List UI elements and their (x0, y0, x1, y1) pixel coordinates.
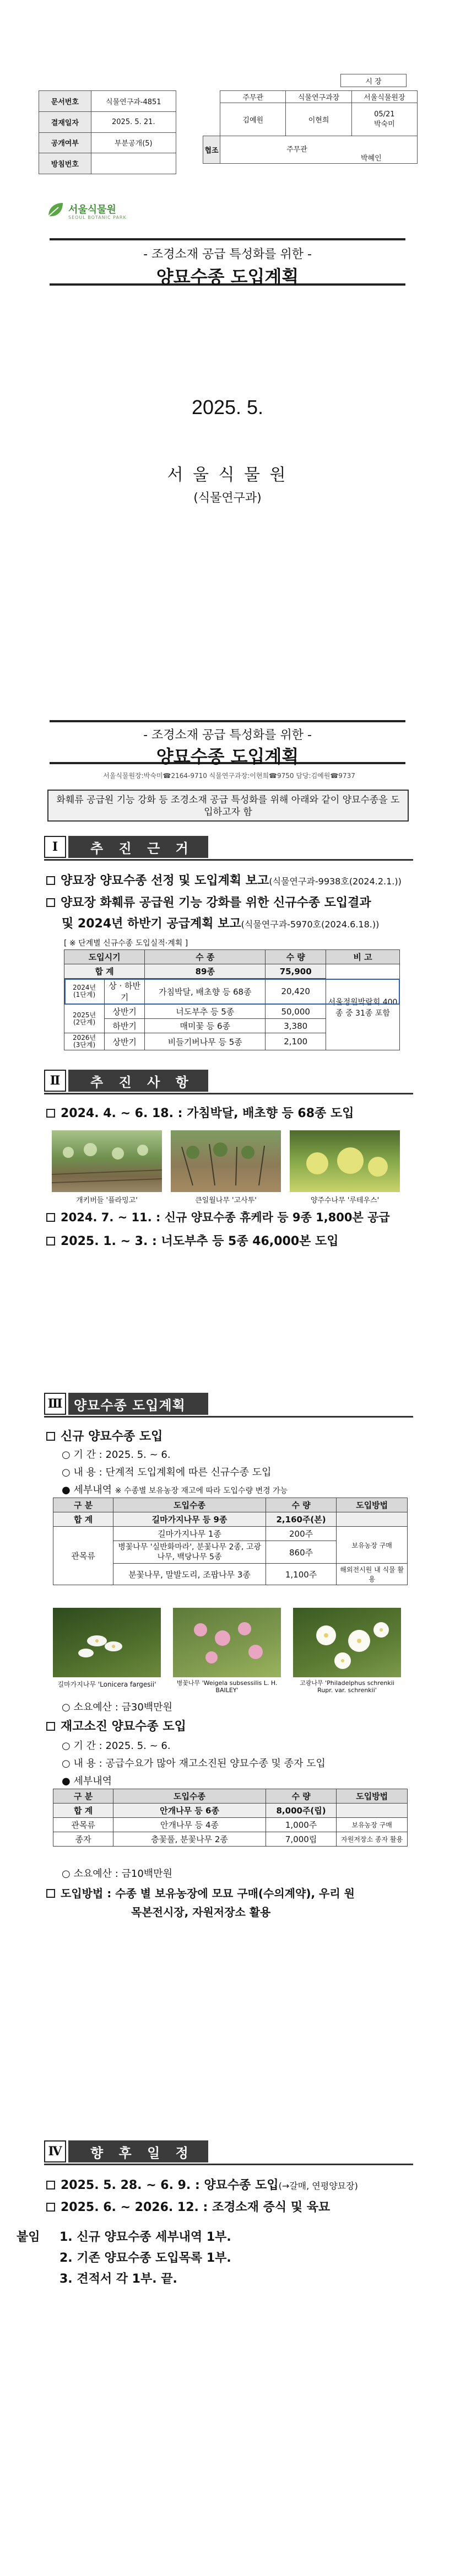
policy-number-value (91, 153, 176, 174)
total-species: 89종 (145, 964, 266, 979)
plan-stock-title: 재고소진 양묘수종 도입 (46, 1717, 186, 1734)
plan-method-cont: 목본전시장, 자원저장소 활용 (131, 1906, 271, 1919)
basis-table-caption: [ ※ 단계별 신규수종 도입실적·계획 ] (64, 939, 188, 948)
plan-table-1: 구 분 도입수종 수 량 도입방법 합 계 길마가지나무 등 9종 2,160주(본) 관목류 길마가지나무 1종 200주 보유농장 구매 병꽃나무 '실반화마라', 분꽃나무 2종, 고광나무, 백당나무 5종 860주 분꽃나무, 말발도리, 조팝나무 3종 1,100주 해외전시원 내 식물 활용 (53, 1498, 408, 1585)
disclosure-label: 공개여부 (39, 132, 91, 153)
progress-item-2: 2024. 7. ~ 11. : 신규 양묘수종 휴케라 등 9종 1,800본 공급 (46, 1209, 390, 1225)
basis-item-2-cont: 및 2024년 하반기 공급계획 보고(식물연구과-5970호(2024.6.18.)) (62, 917, 380, 931)
logo-sub: SEOUL BOTANIC PARK (68, 215, 127, 220)
plan-period-2: ○ 기 간 : 2025. 5. ~ 6. (62, 1740, 171, 1752)
square-bullet-icon (46, 1237, 55, 1246)
basis-item-1: 양묘장 양묘수종 선정 및 도입계획 보고(식물연구과-9938호(2024.2.1.)) (46, 871, 402, 888)
col-qty: 수 량 (266, 950, 326, 964)
section-3-number: Ⅲ (44, 1393, 66, 1415)
coop-label: 협조 (203, 136, 220, 164)
section-4-title: 향 후 일 정 (68, 2140, 208, 2162)
signer-section-chief: 이현희 (286, 103, 351, 136)
body-title-box (50, 720, 405, 767)
section-3-rule (44, 1416, 413, 1418)
signer-director-name: 박숙미 (374, 120, 395, 128)
approval-left-table (39, 90, 176, 174)
photo-lonicera (53, 1608, 161, 1677)
doc-number-value: 식물연구과-4851 (91, 91, 176, 112)
plan-detail: ● 세부내역 ※ 수종별 보유농장 재고에 따라 도입수량 변경 가능 (62, 1484, 288, 1496)
table-row: 2026년 (3단계) 상반기 비들기버나무 등 5종 2,100 (64, 1033, 400, 1050)
photo-weigela (173, 1608, 281, 1677)
basis-item-2: 양묘장 화훼류 공급원 기능 강화를 위한 신규수종 도입결과 (46, 893, 371, 910)
photo-yellow-shrub (290, 1130, 400, 1192)
attachment-label: 붙임 (17, 2230, 40, 2244)
cover-title-box (50, 238, 405, 286)
total-label: 합 계 (64, 964, 145, 979)
plan-table-2: 구 분 도입수종 수 량 도입방법 합 계 안개나무 등 6종 8,000주(립) 관목류 안개나무 등 4종 1,000주 보유농장 구매 종자 층꽃풀, 분꽃나무 2종 7,000립 자원저장소 종자 활용 (53, 1789, 408, 1847)
photo-caption-2: 큰일월나무 '고사투' (195, 1196, 257, 1205)
cover-dept: (식물연구과) (193, 491, 262, 505)
section-2-number: Ⅱ (44, 1070, 66, 1092)
signer-director-date: 05/21 (374, 110, 395, 119)
plan-content-2: ○ 내 용 : 공급수요가 많아 재고소진된 양묘수종 및 종자 도입 (62, 1758, 326, 1769)
doc-number-label: 문서번호 (39, 91, 91, 112)
body-title: 양묘수종 도입계획 (156, 746, 299, 767)
table-row: 병꽃나무 '실반화마라', 분꽃나무 2종, 고광나무, 백당나무 5종 860주 (53, 1541, 408, 1564)
plan-budget-2: ○ 소요예산 : 금10백만원 (62, 1868, 172, 1880)
attachment-3: 3. 견적서 각 1부. 끝. (59, 2272, 177, 2286)
signer-officer: 김예원 (220, 103, 286, 136)
policy-number-label: 방침번호 (39, 153, 91, 174)
plan-content: ○ 내 용 : 단계적 도입계획에 따른 신규수종 도입 (62, 1467, 272, 1478)
total-qty: 75,900 (266, 964, 326, 979)
progress-item-3: 2025. 1. ~ 3. : 너도부추 등 5종 46,000본 도입 (46, 1232, 339, 1249)
contact-line: 서울식물원장:박숙미☎2164-9710 식물연구과장:이현희☎9750 담당:김예원☎9737 (103, 772, 355, 780)
logo-name: 서울식물원 (68, 204, 116, 216)
schedule-item-2: 2025. 6. ~ 2026. 12. : 조경소재 증식 및 육묘 (46, 2198, 330, 2215)
table-row: 관목류 안개나무 등 4종 1,000주 보유농장 구매 (53, 1818, 408, 1832)
attachment-2: 2. 기존 양묘수종 도입목록 1부. (59, 2251, 231, 2265)
photo-caption-philadelphus: 고광나무 'Philadelphus schrenkii Rupr. var. schrenkii' (300, 1679, 394, 1694)
section-3-title: 양묘수종 도입계획 (68, 1393, 208, 1415)
section-2-title: 추 진 사 항 (68, 1070, 208, 1092)
photo-caption-1: 개키버들 '플라밍고' (76, 1196, 138, 1205)
col-period: 도입시기 (64, 950, 145, 964)
plan-budget-1: ○ 소요예산 : 금30백만원 (62, 1702, 172, 1713)
square-bullet-icon (46, 876, 55, 885)
body-subtitle: - 조경소재 공급 특성화를 위한 - (143, 728, 312, 742)
coop-name: 박혜인 (361, 154, 382, 163)
approval-date-value: 2025. 5. 21. (91, 111, 176, 132)
summary-text: 화훼류 공급원 기능 강화 등 조경소재 공급 특성화를 위해 아래와 같이 양묘수종을 도입하고자 함 (56, 795, 400, 818)
plan-detail-2: ● 세부내역 (62, 1775, 112, 1787)
attachment-1: 1. 신규 양묘수종 세부내역 1부. (59, 2230, 231, 2244)
disclosure-value: 부분공개(5) (91, 132, 176, 153)
photo-brown-tree (171, 1130, 281, 1192)
plan-new-title: 신규 양묘수종 도입 (46, 1427, 162, 1444)
square-bullet-icon (46, 2181, 55, 2189)
plan-period: ○ 기 간 : 2025. 5. ~ 6. (62, 1449, 171, 1461)
section-1-rule (44, 859, 413, 861)
table-row: 2024년 (1단계) 상 · 하반기 가침박달, 배초향 등 68종 20,420 (64, 979, 400, 1005)
section-4-rule (44, 2164, 413, 2165)
cover-org: 서 울 식 물 원 (167, 465, 288, 485)
photo-willow (52, 1130, 162, 1192)
table-row: 관목류 길마가지나무 1종 200주 보유농장 구매 (53, 1527, 408, 1541)
table-row: 분꽃나무, 말발도리, 조팝나무 3종 1,100주 해외전시원 내 식물 활용 (53, 1564, 408, 1585)
section-2-rule (44, 1093, 413, 1094)
role-section-chief: 식물연구과장 (286, 91, 351, 103)
summary-box (47, 790, 409, 822)
col-note: 비 고 (326, 950, 400, 964)
coop-role: 주무관 (286, 145, 307, 154)
basis-table (64, 949, 400, 1050)
square-bullet-icon (46, 2203, 55, 2212)
approval-date-label: 결재일자 (39, 111, 91, 132)
table-note: 서울정원박람회 400종 중 31종 포함 (326, 964, 400, 1050)
cover-subtitle: - 조경소재 공급 특성화를 위한 - (143, 248, 312, 261)
cover-title: 양묘수종 도입계획 (156, 266, 299, 287)
mayor-marker: 시 장 (340, 74, 407, 87)
cover-date: 2025. 5. (191, 396, 264, 418)
photo-caption-3: 양주수나무 '루테우스' (310, 1196, 380, 1205)
signer-director (351, 103, 417, 136)
table-row: 하반기 매미꽃 등 6종 3,380 (64, 1019, 400, 1033)
photo-philadelphus (293, 1608, 401, 1677)
col-species: 수 종 (145, 950, 266, 964)
leaf-logo-icon (44, 200, 66, 222)
logo (44, 198, 154, 225)
square-bullet-icon (46, 1722, 55, 1731)
plan-method: 도입방법 : 수종 별 보유농장에 모묘 구매(수의계약), 우리 원 (46, 1885, 355, 1901)
role-officer: 주무관 (220, 91, 286, 103)
square-bullet-icon (46, 1432, 55, 1441)
approval-signature-table (203, 90, 418, 163)
photo-caption-weigela: 병꽃나무 'Weigela subsessilis L. H. BAILEY' (176, 1679, 278, 1694)
square-bullet-icon (46, 1109, 55, 1118)
section-4-number: Ⅳ (44, 2140, 66, 2162)
section-1-title: 추 진 근 거 (68, 836, 208, 858)
table-row: 종자 층꽃풀, 분꽃나무 2종 7,000립 자원저장소 종자 활용 (53, 1832, 408, 1847)
square-bullet-icon (46, 1213, 55, 1222)
progress-item-1: 2024. 4. ~ 6. 18. : 가침박달, 배초향 등 68종 도입 (46, 1104, 354, 1121)
section-1-number: Ⅰ (44, 836, 66, 858)
square-bullet-icon (46, 898, 55, 907)
photo-caption-lonicera: 길마가지나무 'Lonicera fargesii' (57, 1681, 156, 1688)
table-row: 2025년 (2단계) 상반기 너도부추 등 5종 50,000 (64, 1005, 400, 1019)
schedule-item-1: 2025. 5. 28. ~ 6. 9. : 양묘수종 도입(→갈매, 연평양묘장) (46, 2176, 358, 2193)
square-bullet-icon (46, 1889, 55, 1898)
role-director: 서울식물원장 (351, 91, 417, 103)
